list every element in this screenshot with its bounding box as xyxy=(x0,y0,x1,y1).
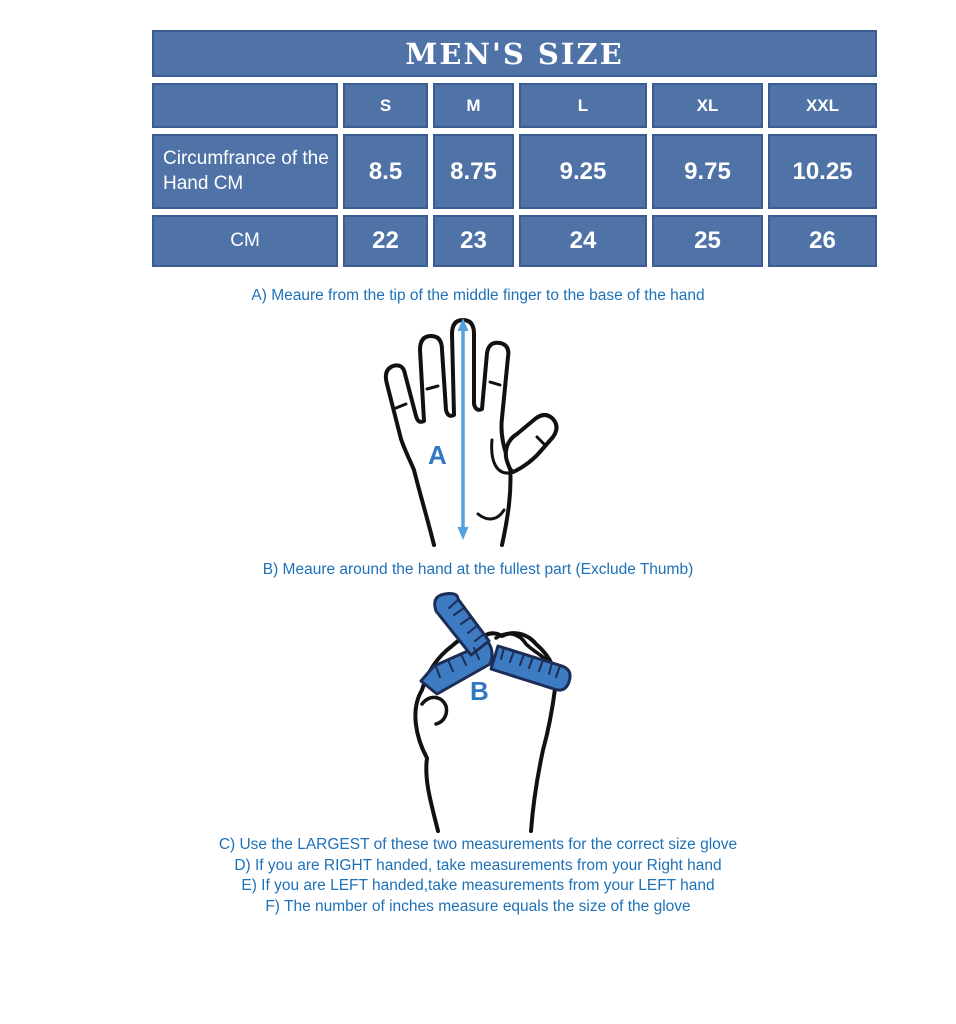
diagram-label-a: A xyxy=(428,440,447,470)
corner-cell xyxy=(152,83,338,128)
open-hand-outline xyxy=(386,320,511,545)
table-title: MEN'S SIZE xyxy=(152,30,877,77)
cm-value-xl: 25 xyxy=(652,215,763,267)
circumference-value-m: 8.75 xyxy=(433,134,514,209)
instructions-c-to-f xyxy=(0,835,956,917)
cm-value-l: 24 xyxy=(519,215,647,267)
fist-hand-diagram xyxy=(398,588,578,833)
row-label-cm: CM xyxy=(152,215,338,267)
diagram-label-b: B xyxy=(470,676,489,706)
thumb-shape xyxy=(506,415,557,472)
column-header-m: M xyxy=(433,83,514,128)
instruction-f: F) The number of inches measure equals the size of the glove xyxy=(265,897,691,915)
cm-value-m: 23 xyxy=(433,215,514,267)
instruction-e: E) If you are LEFT handed,take measurements from your LEFT hand xyxy=(241,877,715,894)
circumference-value-xxl: 10.25 xyxy=(768,134,877,209)
column-header-l: L xyxy=(519,83,647,128)
open-hand-diagram xyxy=(370,312,570,547)
column-header-xxl: XXL xyxy=(768,83,877,128)
instruction-c: C) Use the LARGEST of these two measurements for the correct size glove xyxy=(218,836,738,853)
mens-size-table xyxy=(152,30,875,267)
cm-value-xxl: 26 xyxy=(768,215,877,267)
instruction-b: B) Meaure around the hand at the fullest part (Exclude Thumb) xyxy=(262,561,694,578)
instruction-a: A) Meaure from the tip of the middle finger to the base of the hand xyxy=(251,287,705,304)
circumference-value-xl: 9.75 xyxy=(652,134,763,209)
column-header-s: S xyxy=(343,83,428,128)
row-label-circumference: Circumfrance of the Hand CM xyxy=(152,134,338,209)
circumference-value-l: 9.25 xyxy=(519,134,647,209)
instruction-d: D) If you are RIGHT handed, take measurements from your Right hand xyxy=(234,856,722,874)
column-header-xl: XL xyxy=(652,83,763,128)
circumference-value-s: 8.5 xyxy=(343,134,428,209)
cm-value-s: 22 xyxy=(343,215,428,267)
